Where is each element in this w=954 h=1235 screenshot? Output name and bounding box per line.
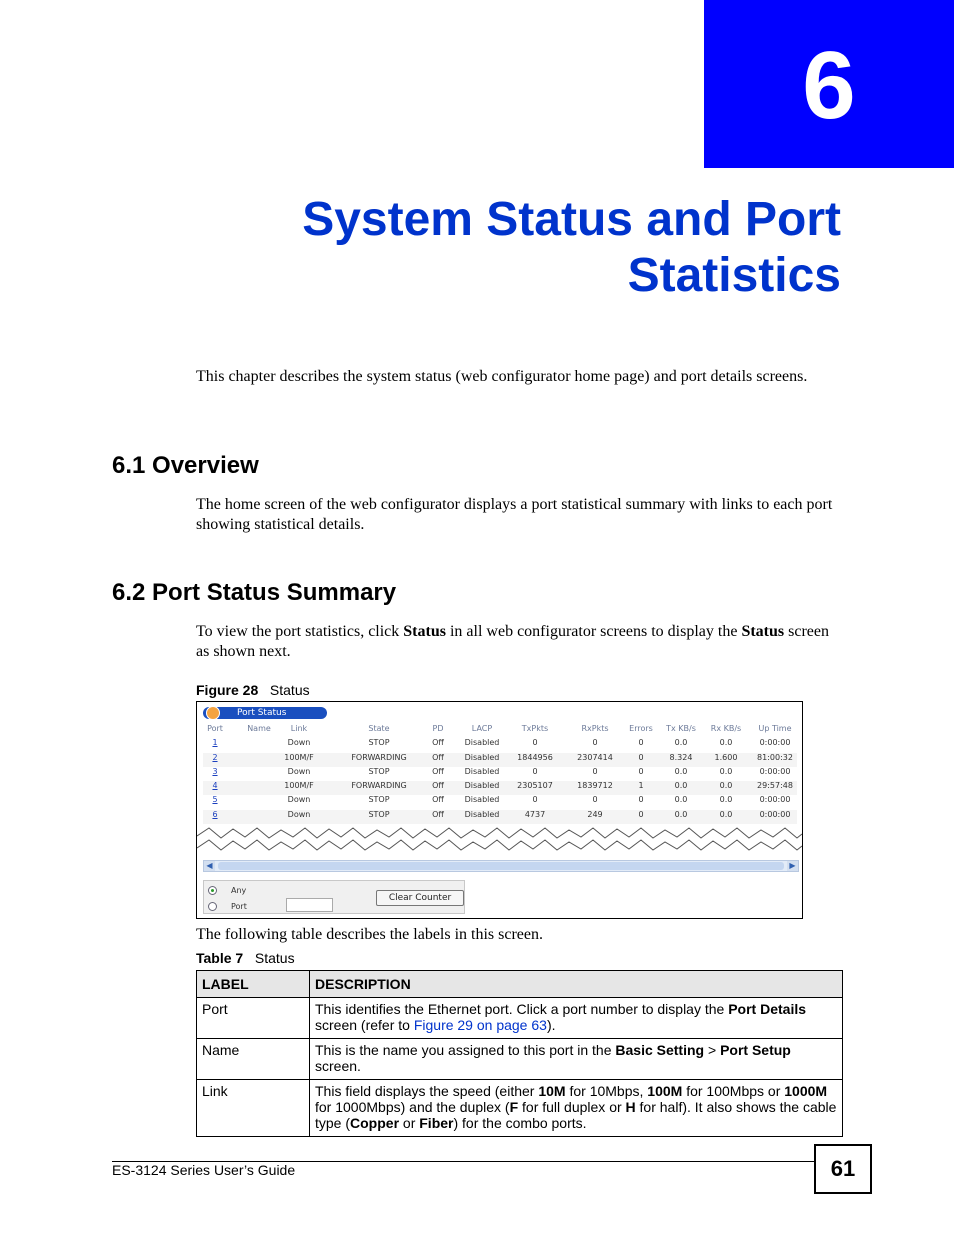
- table-row: [203, 753, 797, 767]
- column-header: Up Time: [758, 724, 792, 733]
- page-number-box: [814, 1144, 872, 1194]
- figure-caption-text: Status: [269, 682, 310, 698]
- port-status-panel-header: [203, 707, 327, 719]
- cell: [203, 795, 227, 804]
- text-run: or: [399, 1115, 420, 1131]
- port-link[interactable]: 1: [212, 738, 218, 748]
- header-label: LABEL: [197, 971, 310, 998]
- cell: 0:00:00: [759, 809, 791, 819]
- text-run: for full duplex or: [518, 1099, 626, 1115]
- cell: Disabled: [464, 809, 500, 819]
- cell: 0: [638, 766, 644, 776]
- table-row: [197, 998, 843, 1039]
- cell: Off: [432, 781, 444, 791]
- row-description: [310, 1039, 843, 1080]
- row-label: Port: [197, 998, 310, 1039]
- bold-term: Basic Setting: [615, 1042, 705, 1058]
- text-run: ).: [546, 1017, 556, 1033]
- port-link[interactable]: 5: [212, 795, 218, 805]
- cell: Off: [432, 795, 444, 805]
- port-status-paragraph: [196, 622, 846, 662]
- cell: [203, 767, 227, 776]
- cell: 0.0: [674, 781, 688, 791]
- panel-title: Port Status: [237, 708, 287, 718]
- counter-controls: [203, 880, 465, 914]
- bold-term: Fiber: [419, 1115, 454, 1131]
- chapter-number: 6: [802, 32, 856, 139]
- cell: Off: [432, 809, 444, 819]
- cell: 249: [587, 809, 603, 819]
- text-run: for 1000Mbps) and the duplex (: [315, 1099, 510, 1115]
- cell: 0.0: [719, 781, 733, 791]
- column-header: Rx KB/s: [710, 724, 742, 733]
- cell: Disabled: [464, 766, 500, 776]
- cell: 0:00:00: [759, 738, 791, 748]
- cell: 2305107: [517, 781, 553, 791]
- bold-term: Copper: [350, 1115, 400, 1131]
- table-row: [203, 767, 797, 781]
- column-header: Tx KB/s: [666, 724, 696, 733]
- figure-label: Figure 28: [196, 682, 259, 698]
- cell: 1839712: [577, 781, 613, 791]
- radio-port-label: Port: [231, 902, 247, 911]
- cell: 0: [638, 738, 644, 748]
- cell: 0:00:00: [759, 795, 791, 805]
- port-link[interactable]: 3: [212, 766, 218, 776]
- port-link[interactable]: 4: [212, 781, 218, 791]
- bold-term: H: [625, 1099, 636, 1115]
- cell: 100M/F: [284, 781, 314, 791]
- following-table-text: The following table describes the labels in this screen.: [196, 926, 544, 943]
- cell: 0: [532, 738, 538, 748]
- header-description: DESCRIPTION: [310, 971, 843, 998]
- table-caption: [196, 950, 295, 967]
- cell: Off: [432, 738, 444, 748]
- cell: 0.0: [719, 738, 733, 748]
- panel-bullet-icon: [206, 706, 220, 720]
- table-row: [203, 738, 797, 752]
- cell: 29:57:48: [757, 781, 793, 791]
- port-number-input[interactable]: [286, 898, 333, 912]
- cell: Disabled: [464, 738, 500, 748]
- table-row: [197, 1039, 843, 1080]
- text-run: screen (refer to: [315, 1017, 414, 1033]
- status-screenshot-figure: [196, 701, 803, 919]
- text-run: This identifies the Ethernet port. Click a port number to display the: [315, 1001, 729, 1017]
- overview-paragraph: The home screen of the web configurator displays a port statistical summary with links to each port showing statistical details.: [196, 496, 833, 533]
- column-header: RxPkts: [581, 724, 609, 733]
- intro-paragraph: This chapter describes the system status (web configurator home page) and port details screens.: [196, 368, 808, 385]
- table-header-row: [197, 971, 843, 998]
- table-row: [197, 1080, 843, 1137]
- status-description-table: [196, 970, 843, 1137]
- port-status-table: [203, 724, 797, 838]
- page-number: 61: [830, 1156, 856, 1181]
- text-run: >: [704, 1042, 721, 1058]
- table-label: Table 7: [196, 950, 244, 966]
- cell: Down: [287, 766, 311, 776]
- column-header: State: [368, 724, 390, 733]
- cell: Disabled: [464, 752, 500, 762]
- scrollbar-thumb[interactable]: [218, 862, 784, 870]
- row-label: Link: [197, 1080, 310, 1137]
- text-run: for half). It also shows the cable type (: [315, 1099, 837, 1131]
- bold-term: 10M: [538, 1083, 566, 1099]
- cell: 0: [638, 795, 644, 805]
- cell: 0.0: [719, 809, 733, 819]
- chapter-title-line1: System Status and Port: [302, 193, 841, 246]
- cell: 0: [638, 809, 644, 819]
- text-run: for 10Mbps,: [565, 1083, 648, 1099]
- row-description: [310, 998, 843, 1039]
- cell: 0: [638, 752, 644, 762]
- radio-any[interactable]: [208, 886, 217, 895]
- cell: 0.0: [719, 766, 733, 776]
- cell: 0: [532, 795, 538, 805]
- cell: Down: [287, 795, 311, 805]
- figure-caption: [196, 682, 310, 699]
- cell: 1.600: [714, 752, 738, 762]
- cell: 100M/F: [284, 752, 314, 762]
- torn-edge: [197, 824, 802, 860]
- cell: 4737: [524, 809, 546, 819]
- column-header: Link: [290, 724, 308, 733]
- port-link[interactable]: 2: [212, 752, 218, 762]
- bold-term: Port Setup: [720, 1042, 791, 1058]
- cell: FORWARDING: [351, 781, 407, 791]
- column-header: Port: [207, 724, 223, 733]
- cell: 1: [638, 781, 644, 791]
- cell: 0: [532, 766, 538, 776]
- table-row: [203, 810, 797, 824]
- cell: 0.0: [674, 795, 688, 805]
- cell: Disabled: [464, 781, 500, 791]
- column-header: TxPkts: [521, 724, 549, 733]
- cell: 0: [592, 795, 598, 805]
- cell: 0: [592, 738, 598, 748]
- cell: Down: [287, 738, 311, 748]
- bold-status: Status: [403, 623, 446, 640]
- cell: 0.0: [674, 809, 688, 819]
- cell: 8.324: [669, 752, 693, 762]
- cell: [203, 753, 227, 762]
- cell: 1844956: [517, 752, 553, 762]
- bold-term: 100M: [647, 1083, 683, 1099]
- chapter-number-box: [704, 0, 954, 168]
- cell: 0.0: [674, 766, 688, 776]
- column-header: Name: [247, 724, 271, 733]
- cell: Off: [432, 752, 444, 762]
- cell: STOP: [368, 738, 390, 748]
- chapter-title: [201, 192, 841, 304]
- cell: Disabled: [464, 795, 500, 805]
- port-link[interactable]: 6: [212, 809, 218, 819]
- bold-term: F: [509, 1099, 519, 1115]
- column-header: PD: [432, 724, 444, 733]
- scroll-right-icon[interactable]: ▶: [787, 861, 798, 871]
- radio-any-label: Any: [231, 886, 247, 895]
- chapter-title-line2: Statistics: [627, 249, 841, 302]
- cell: [203, 781, 227, 790]
- column-header: Errors: [629, 724, 653, 733]
- cell: 81:00:32: [757, 752, 793, 762]
- text-run: in all web configurator screens to display the: [445, 623, 742, 640]
- radio-port[interactable]: [208, 902, 217, 911]
- row-description: [310, 1080, 843, 1137]
- text-run: To view the port statistics, click: [196, 623, 404, 640]
- bold-term: Port Details: [728, 1001, 807, 1017]
- cell: FORWARDING: [351, 752, 407, 762]
- cell: STOP: [368, 809, 390, 819]
- table-row: [203, 781, 797, 795]
- text-run: ) for the combo ports.: [453, 1115, 587, 1131]
- cell: [203, 738, 227, 747]
- scroll-left-icon[interactable]: ◀: [204, 861, 215, 871]
- text-run: This is the name you assigned to this port in the: [315, 1042, 616, 1058]
- bold-status: Status: [741, 623, 785, 640]
- cell: 0.0: [674, 738, 688, 748]
- figure-29-link[interactable]: Figure 29 on page 63: [413, 1017, 547, 1033]
- cell: [203, 810, 227, 819]
- cell: STOP: [368, 766, 390, 776]
- section-heading-overview: 6.1 Overview: [112, 452, 259, 479]
- table-caption-text: Status: [254, 950, 295, 966]
- cell: Off: [432, 766, 444, 776]
- text-run: for 100Mbps or: [682, 1083, 785, 1099]
- table-row: [203, 795, 797, 809]
- bold-term: 1000M: [784, 1083, 828, 1099]
- cell: 0:00:00: [759, 766, 791, 776]
- column-header: LACP: [471, 724, 493, 733]
- cell: Down: [287, 809, 311, 819]
- row-label: Name: [197, 1039, 310, 1080]
- cell: STOP: [368, 795, 390, 805]
- clear-counter-button[interactable]: Clear Counter: [376, 890, 464, 906]
- footer-guide-name: ES-3124 Series User’s Guide: [112, 1162, 296, 1178]
- cell: 0: [592, 766, 598, 776]
- horizontal-scrollbar[interactable]: [203, 860, 799, 872]
- text-run: screen.: [315, 1058, 361, 1074]
- cell: 0.0: [719, 795, 733, 805]
- text-run: screen as shown next.: [196, 623, 829, 660]
- cell: 2307414: [577, 752, 613, 762]
- text-run: This field displays the speed (either: [315, 1083, 539, 1099]
- port-table-header: [203, 724, 797, 738]
- section-heading-port-status: 6.2 Port Status Summary: [112, 579, 397, 606]
